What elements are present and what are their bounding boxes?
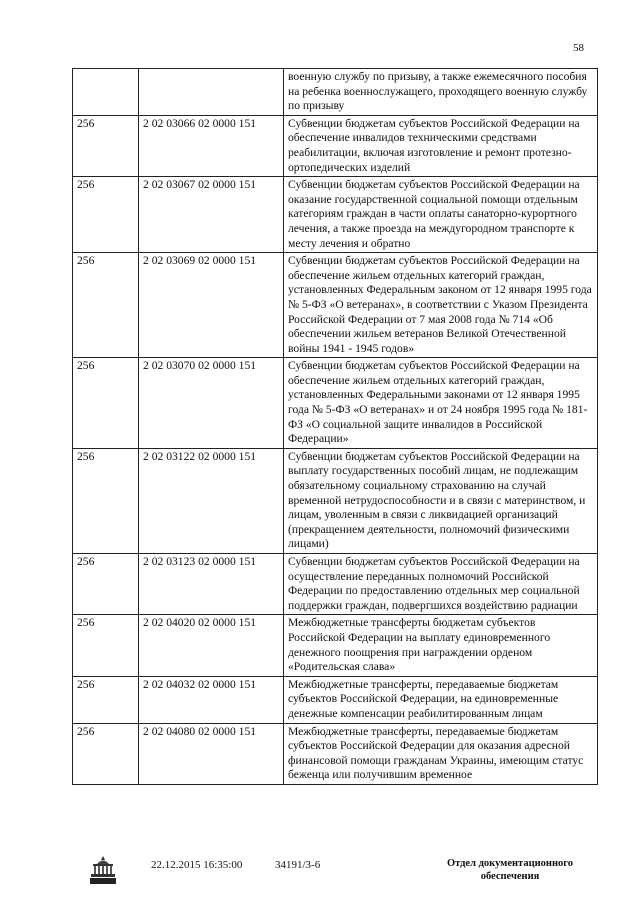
kbk-table-body (73, 69, 598, 785)
description-cell: Межбюджетные трансферты, передаваемые бюджетам субъектов Российской Федерации для оказания адресной финансовой помощи гражданам Украины, имеющим статус беженца или получившим временное (284, 723, 598, 784)
code-cell: 256 (73, 358, 139, 449)
description-cell: Субвенции бюджетам субъектов Российской Федерации на оказание государственной социальной помощи отдельным категориям граждан в части оплаты санаторно-курортного лечения, а также проезда на междугородном транспорте к месту лечения и обратно (284, 177, 598, 253)
footer (0, 850, 640, 900)
table-row (73, 115, 598, 176)
table-row (73, 723, 598, 784)
description-cell: военную службу по призыву, а также ежемесячного пособия на ребенка военнослужащего, проходящего военную службу по призыву (284, 69, 598, 116)
code-cell (73, 69, 139, 116)
code-cell: 256 (73, 177, 139, 253)
kbk-cell: 2 02 04032 02 0000 151 (139, 676, 284, 723)
code-cell: 256 (73, 253, 139, 358)
description-cell: Субвенции бюджетам субъектов Российской Федерации на обеспечение инвалидов техническими средствами реабилитации, включая изготовление и ремонт протезно-ортопедических изделий (284, 115, 598, 176)
code-cell: 256 (73, 615, 139, 676)
table-row (73, 448, 598, 553)
description-cell: Субвенции бюджетам субъектов Российской Федерации на осуществление переданных полномочий Российской Федерации по предоставлению отдельных мер социальной поддержки граждан, подвергшихся воздействию радиации (284, 554, 598, 615)
kbk-table (72, 68, 598, 785)
page-number: 58 (573, 42, 584, 54)
description-cell: Субвенции бюджетам субъектов Российской Федерации на обеспечение жильем отдельных категорий граждан, установленных Федеральным законом от 12 января 1995 года № 5-ФЗ «О ветеранах», в соответствии с Указом Президента Российской Федерации от 7 мая 2008 года № 714 «Об обеспечении жильем ветеранов Великой Отечественной войны 1941 - 1945 годов» (284, 253, 598, 358)
code-cell: 256 (73, 448, 139, 553)
kbk-cell: 2 02 03067 02 0000 151 (139, 177, 284, 253)
table-row (73, 253, 598, 358)
footer-date: 22.12.2015 16:35:00 (151, 859, 243, 871)
description-cell: Межбюджетные трансферты, передаваемые бюджетам субъектов Российской Федерации, на единовременные денежные компенсации реабилитированным лицам (284, 676, 598, 723)
description-cell: Субвенции бюджетам субъектов Российской Федерации на обеспечение жильем отдельных категорий граждан, установленных Федеральными законами от 12 января 1995 года № 5-ФЗ «О ветеранах» и от 24 ноября 1995 года № 181-ФЗ «О социальной защите инвалидов в Российской Федерации» (284, 358, 598, 449)
duma-building-icon (89, 854, 117, 886)
description-cell: Межбюджетные трансферты бюджетам субъектов Российской Федерации на выплату единовременного денежного поощрения при награждении орденом «Родительская слава» (284, 615, 598, 676)
table-row (73, 615, 598, 676)
footer-department: Отдел документационного обеспечения (446, 858, 574, 882)
table-row (73, 177, 598, 253)
kbk-cell (139, 69, 284, 116)
kbk-cell: 2 02 04020 02 0000 151 (139, 615, 284, 676)
code-cell: 256 (73, 723, 139, 784)
kbk-cell: 2 02 03069 02 0000 151 (139, 253, 284, 358)
kbk-cell: 2 02 03066 02 0000 151 (139, 115, 284, 176)
kbk-cell: 2 02 03123 02 0000 151 (139, 554, 284, 615)
kbk-cell: 2 02 03122 02 0000 151 (139, 448, 284, 553)
kbk-cell: 2 02 03070 02 0000 151 (139, 358, 284, 449)
code-cell: 256 (73, 554, 139, 615)
footer-doc-number: 34191/3-6 (275, 859, 321, 871)
table-row (73, 554, 598, 615)
table-row (73, 358, 598, 449)
description-cell: Субвенции бюджетам субъектов Российской Федерации на выплату государственных пособий лицам, не подлежащим обязательному социальному страхованию на случай временной нетрудоспособности и в связи с материнством, и лицам, уволенным в связи с ликвидацией организаций (прекращением деятельности, полномочий физическими лицами) (284, 448, 598, 553)
code-cell: 256 (73, 115, 139, 176)
table-row (73, 69, 598, 116)
code-cell: 256 (73, 676, 139, 723)
table-row (73, 676, 598, 723)
kbk-cell: 2 02 04080 02 0000 151 (139, 723, 284, 784)
